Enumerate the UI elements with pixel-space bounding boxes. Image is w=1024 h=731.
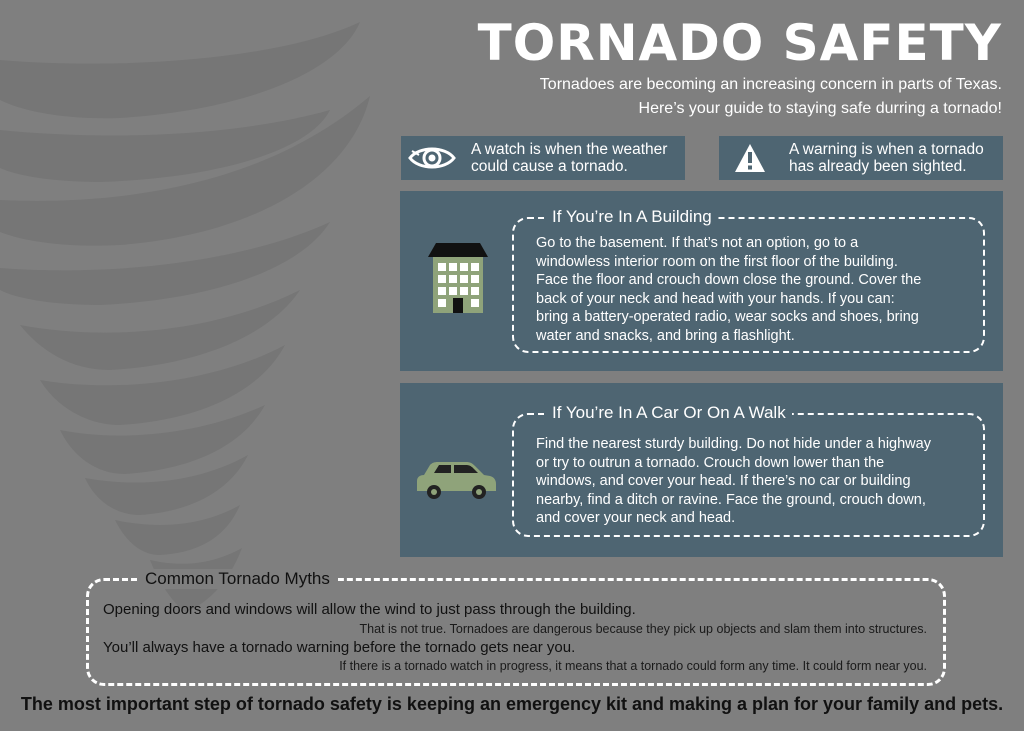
car-instructions-card [512, 403, 985, 537]
car-instructions [536, 435, 973, 528]
warning-line-2: has already been sighted. [789, 158, 967, 175]
myth-statement: You’ll always have a tornado warning before the tornado gets near you. [103, 639, 576, 656]
building-instructions-card [512, 207, 985, 353]
myths-heading: Common Tornado Myths [137, 569, 338, 589]
intro-line-1: Tornadoes are becoming an increasing concern in parts of Texas. [539, 76, 1002, 93]
watch-text [471, 141, 667, 175]
building-panel [400, 191, 1003, 371]
car-panel [400, 383, 1003, 557]
car-line: nearby, find a ditch or ravine. Face the ground, crouch down, [536, 491, 926, 508]
building-line: water and snacks, and bring a flashlight. [536, 327, 795, 344]
warning-line-1: A warning is when a tornado [789, 141, 984, 158]
building-instructions [536, 234, 973, 346]
watch-line-2: could cause a tornado. [471, 158, 628, 175]
building-line: back of your neck and head with your hands. If you can: [536, 290, 895, 307]
warning-triangle-icon [725, 142, 775, 174]
intro-line-2: Here’s your guide to staying safe durring a tornado! [638, 100, 1002, 117]
car-line: Find the nearest sturdy building. Do not hide under a highway [536, 436, 931, 452]
car-line: and cover your neck and head. [536, 510, 736, 527]
building-line: bring a battery-operated radio, wear socks and shoes, bring [536, 309, 919, 326]
eye-icon [407, 143, 457, 173]
watch-definition-box [401, 136, 685, 180]
car-line: windows, and cover your head. If there’s no car or building [536, 473, 911, 490]
building-heading: If You’re In A Building [546, 207, 718, 227]
footer-message: The most important step of tornado safety is keeping an emergency kit and making a plan for your family and pets. [20, 694, 1004, 714]
building-line: Go to the basement. If that’s not an option, go to a [536, 235, 859, 251]
myth-rebuttal: If there is a tornado watch in progress, it means that a tornado could form any time. It could form near you. [339, 659, 927, 673]
watch-line-1: A watch is when the weather [471, 141, 668, 158]
warning-text [789, 141, 984, 175]
myth-statement: Opening doors and windows will allow the wind to just pass through the building. [103, 601, 636, 618]
page-title: TORNADO SAFETY [477, 14, 1002, 72]
car-heading: If You’re In A Car Or On A Walk [546, 403, 792, 423]
warning-definition-box [719, 136, 1003, 180]
building-icon [424, 241, 492, 320]
myth-rebuttal: That is not true. Tornadoes are dangerous because they pick up objects and slam them into structures. [359, 622, 927, 636]
building-line: Face the floor and crouch down close the ground. Cover the [536, 272, 922, 289]
car-line: or try to outrun a tornado. Crouch down lower than the [536, 454, 885, 471]
myths-section [86, 569, 946, 686]
car-icon [414, 461, 498, 508]
building-line: windowless interior room on the first floor of the building. [536, 253, 898, 270]
